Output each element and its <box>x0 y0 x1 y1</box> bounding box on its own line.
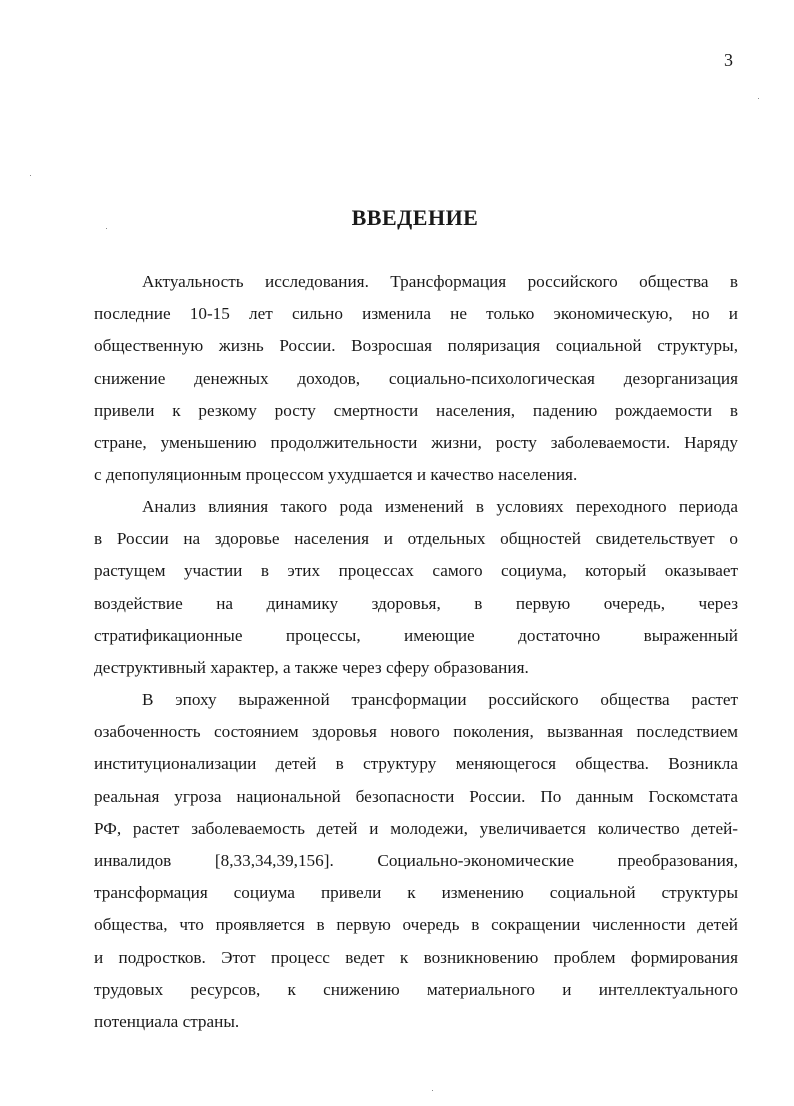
page-number: 3 <box>724 50 733 70</box>
text-line: стратификационные процессы, имеющие достаточно выраженный <box>94 625 738 645</box>
text-line: озабоченность состоянием здоровья нового поколения, вызванная последствием <box>94 722 738 742</box>
text-line: воздействие на динамику здоровья, в первую очередь, через <box>94 593 738 613</box>
text-line: в России на здоровье населения и отдельных общностей свидетельствует о <box>94 529 738 549</box>
text-line: деструктивный характер, а также через сферу образования. <box>94 657 529 677</box>
text-line: потенциала страны. <box>94 1011 240 1031</box>
text-line: инвалидов [8,33,34,39,156]. Социально-экономические преобразования, <box>94 850 738 870</box>
page-title: ВВЕДЕНИЕ <box>351 205 479 230</box>
scan-speck <box>758 98 759 99</box>
paragraph-1 <box>94 266 738 491</box>
text-line: стране, уменьшению продолжительности жизни, росту заболеваемости. Наряду <box>94 432 738 452</box>
text-line: институционализации детей в структуру меняющегося общества. Возникла <box>94 754 738 774</box>
text-line: растущем участии в этих процессах самого социума, который оказывает <box>94 561 738 581</box>
text-line: и подростков. Этот процесс ведет к возникновению проблем формирования <box>94 947 738 967</box>
paragraph-3 <box>94 684 738 1038</box>
text-line: Актуальность исследования. Трансформация российского общества в <box>142 272 738 291</box>
text-line: последние 10-15 лет сильно изменила не только экономическую, но и <box>94 304 738 324</box>
scan-speck <box>30 175 31 176</box>
text-line: реальная угроза национальной безопасности России. По данным Госкомстата <box>94 786 738 806</box>
text-line: привели к резкому росту смертности населения, падению рождаемости в <box>94 400 738 420</box>
text-line: общества, что проявляется в первую очередь в сокращении численности детей <box>94 915 738 935</box>
text-line: В эпоху выраженной трансформации российского общества растет <box>142 690 738 709</box>
text-line: трудовых ресурсов, к снижению материального и интеллектуального <box>94 979 738 999</box>
text-line: трансформация социума привели к изменению социальной структуры <box>94 883 738 903</box>
scan-speck <box>106 228 107 229</box>
paragraph-2 <box>94 491 738 684</box>
text-line: снижение денежных доходов, социально-психологическая дезорганизация <box>94 368 738 388</box>
text-line: Анализ влияния такого рода изменений в условиях переходного периода <box>142 497 738 516</box>
text-line: общественную жизнь России. Возросшая поляризация социальной структуры, <box>94 336 738 356</box>
text-line: с депопуляционным процессом ухудшается и качество населения. <box>94 465 578 485</box>
scan-speck <box>432 1090 433 1091</box>
text-line: РФ, растет заболеваемость детей и молодежи, увеличивается количество детей- <box>94 818 738 838</box>
